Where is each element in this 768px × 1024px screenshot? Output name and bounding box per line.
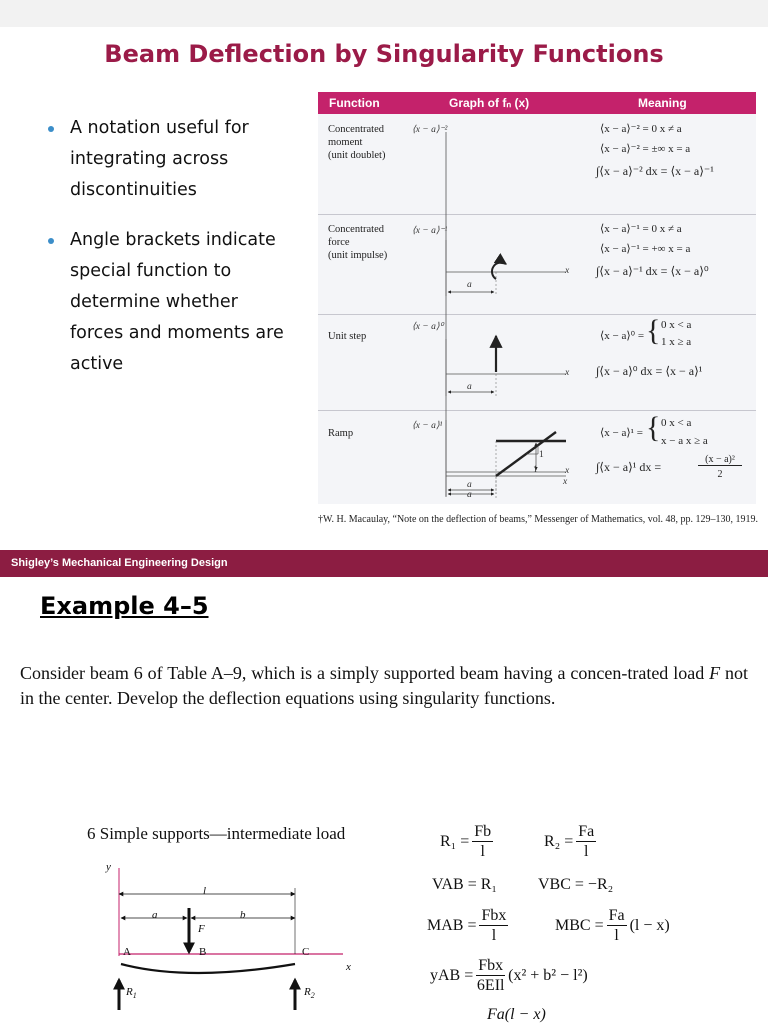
ramp-graph (438, 412, 588, 504)
row-fn-ramp: ⟨x − a⟩¹ (412, 421, 443, 431)
meaning-line: ⟨x − a⟩⁻¹ = +∞ x = a (600, 243, 691, 255)
formula-R2: R₂ = $\frac{Fa}{l}$ (544, 823, 595, 860)
brace-icon: { (646, 411, 661, 444)
row-fn-doublet: ⟨x − a⟩⁻² (412, 125, 448, 135)
singularity-function-table (318, 92, 756, 504)
footnote: †W. H. Macaulay, “Note on the deflection of beams,” Messenger of Mathematics, vol. 48, pp. 129–130, 1919. (318, 514, 758, 525)
meaning-line: 0 x < a (661, 417, 692, 429)
formula-MBC: MBC = $\frac{Fa}{l}$ (l − x) (555, 907, 670, 944)
dimension-label-a: a (152, 909, 158, 921)
formula-yAB: yAB = $\frac{\text{Fbx}}{\text{6EIl}}$ (x² + b² − l²) (430, 957, 588, 994)
reaction-label-R2: $R_2$ (304, 986, 315, 1001)
ramp-fraction-num: (x − a)² (698, 454, 742, 466)
load-label-F: F (198, 923, 205, 935)
graph-label-a: a (467, 480, 472, 490)
axis-label-x: x (346, 961, 351, 973)
problem-statement: Consider beam 6 of Table A–9, which is a simply supported beam having a concen-trated load F not in the center. Develop the deflection equations using singularity functions. (20, 663, 748, 708)
bullet-item: Angle brackets indicate special function to determine whether forces and moments are active (46, 225, 296, 380)
graph-label-one: 1 (539, 450, 544, 460)
graph-label-a: a (467, 280, 472, 290)
graph-label-a: a (467, 382, 472, 392)
table-header-row (318, 92, 756, 114)
formula-R1: R₁ = $\frac{Fb}{l}$ (440, 823, 492, 860)
graph-label-x: x (565, 368, 570, 378)
meaning-line: x − a x ≥ a (661, 435, 708, 447)
row-fn-impulse: ⟨x − a⟩⁻¹ (412, 226, 448, 236)
graph-label-one: 1 (533, 465, 538, 475)
beam-diagram (100, 860, 370, 1024)
formula-MAB: MAB = $\frac{\text{Fbx}}{l}$ (427, 907, 507, 944)
point-label-A: A (123, 946, 131, 958)
doublet-graph (446, 132, 566, 296)
meaning-line: ∫⟨x − a⟩¹ dx = (596, 460, 662, 474)
row-name-doublet: Concentrated moment (unit doublet) (328, 124, 386, 161)
meaning-line: ⟨x − a⟩⁻¹ = 0 x ≠ a (600, 223, 682, 235)
column-header-function: Function (329, 96, 380, 110)
row-name-step: Unit step (328, 331, 367, 342)
column-header-meaning: Meaning (638, 96, 687, 110)
top-band (0, 0, 768, 27)
graph-label-x: x (565, 466, 570, 476)
meaning-line: 0 x < a (661, 319, 692, 331)
point-label-B: B (199, 946, 207, 958)
meaning-line: 1 x ≥ a (661, 336, 692, 348)
formula-VAB: VAB = R₁ (432, 876, 497, 893)
point-label-C: C (302, 946, 310, 958)
axis-label-y: y (106, 861, 111, 873)
course-header-bar (0, 550, 768, 577)
example-title: Example 4–5 (40, 592, 209, 620)
reaction-label-R1: $R_1$ (126, 986, 137, 1001)
meaning-line: ⟨x − a⟩⁰ = (600, 330, 645, 342)
formula-yBC-numerator: Fa(l − x) (487, 1006, 546, 1023)
slide-title: Beam Deflection by Singularity Functions (104, 40, 664, 68)
meaning-line: ⟨x − a⟩⁻² = ±∞ x = a (600, 143, 691, 155)
bullet-list (46, 113, 296, 399)
ramp-fraction-den: 2 (717, 469, 723, 480)
dimension-label-b: b (240, 909, 246, 921)
meaning-line: ⟨x − a⟩¹ = (600, 427, 643, 439)
row-name-ramp: Ramp (328, 428, 354, 439)
graph-label-x: x (563, 477, 568, 487)
meaning-line: ∫⟨x − a⟩⁻² dx = ⟨x − a⟩⁻¹ (596, 164, 714, 178)
case-title: 6 Simple supports—intermediate load (87, 824, 346, 843)
row-fn-step: ⟨x − a⟩⁰ (412, 322, 444, 332)
formula-VBC: VBC = −R₂ (538, 876, 614, 893)
graph-label-a: a (467, 490, 472, 500)
column-header-graph: Graph of fₙ (x) (449, 96, 530, 110)
meaning-line: ⟨x − a⟩⁻² = 0 x ≠ a (600, 123, 682, 135)
row-name-impulse: Concentrated force (unit impulse) (328, 224, 388, 261)
bullet-item: A notation useful for integrating across discontinuities (46, 113, 296, 206)
brace-icon: { (646, 314, 661, 347)
meaning-line: ∫⟨x − a⟩⁰ dx = ⟨x − a⟩¹ (596, 364, 703, 378)
graph-label-x: x (565, 266, 570, 276)
dimension-label-l: l (203, 885, 207, 897)
meaning-line: ∫⟨x − a⟩⁻¹ dx = ⟨x − a⟩⁰ (596, 264, 709, 278)
course-title: Shigley’s Mechanical Engineering Design (11, 557, 228, 569)
